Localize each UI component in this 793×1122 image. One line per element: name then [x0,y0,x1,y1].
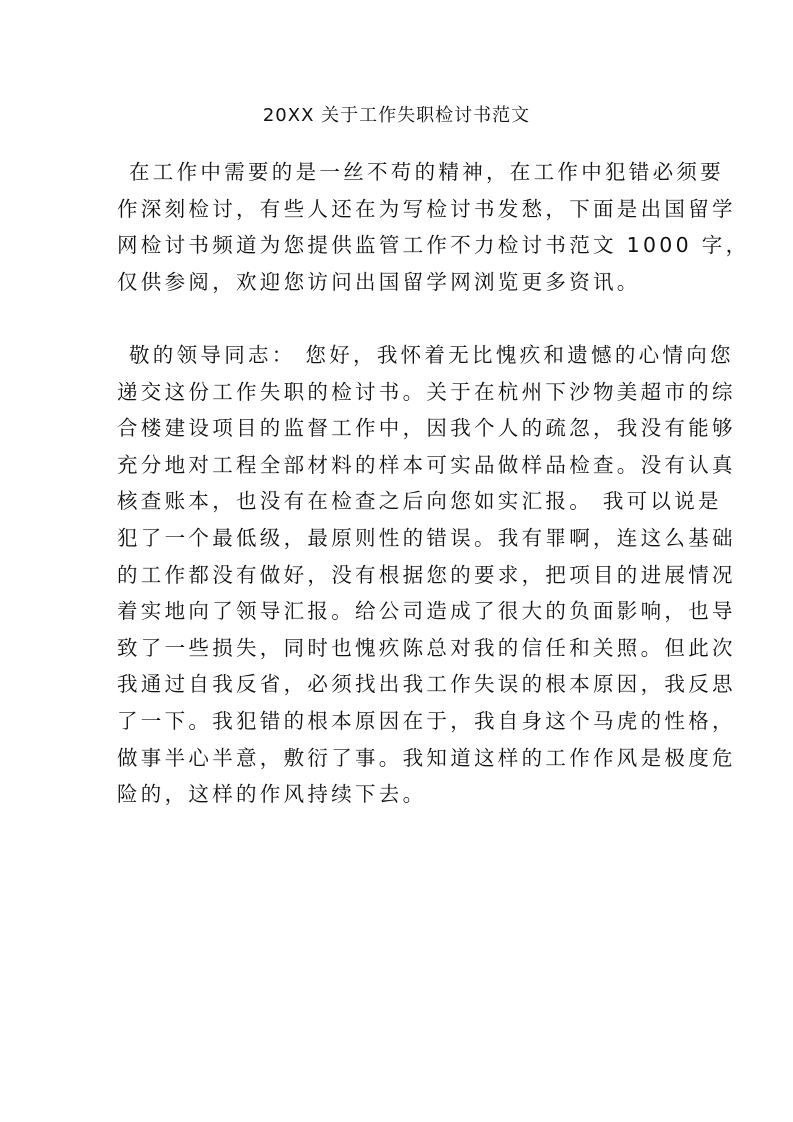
text-line: 的工作都没有做好，没有根据您的要求，把项目的进展情况 [117,562,736,587]
text-line: 着实地向了领导汇报。给公司造成了很大的负面影响，也导 [117,599,736,624]
text-line: 网检讨书频道为您提供监管工作不力检讨书范文 1000 字， [117,233,750,258]
text-line: 犯了一个最低级，最原则性的错误。我有罪啊，连这么基础 [117,525,736,550]
letter-body-paragraph [117,337,736,813]
text-line: 我通过自我反省，必须找出我工作失误的根本原因，我反思 [117,672,736,697]
text-line: 递交这份工作失职的检讨书。关于在杭州下沙物美超市的综 [117,379,736,404]
text-line: 险的，这样的作风持续下去。 [117,782,427,807]
text-line: 合楼建设项目的监督工作中，因我个人的疏忽，我没有能够 [117,416,736,441]
text-line: 仅供参阅，欢迎您访问出国留学网浏览更多资讯。 [117,269,641,294]
text-line: 作深刻检讨，有些人还在为写检讨书发愁，下面是出国留学 [117,196,736,221]
document-title: 20XX 关于工作失职检讨书范文 [262,105,531,126]
text-line: 做事半心半意，敷衍了事。我知道这样的工作作风是极度危 [117,745,736,770]
text-line: 在工作中需要的是一丝不苟的精神，在工作中犯错必须要 [129,160,724,184]
text-line: 了一下。我犯错的根本原因在于，我自身这个马虎的性格， [117,708,736,733]
text-line: 充分地对工程全部材料的样本可实品做样品检查。没有认真 [117,452,736,477]
text-line: 核查账本，也没有在检查之后向您如实汇报。 我可以说是 [117,489,722,514]
intro-paragraph [117,154,750,300]
text-line: 致了一些损失，同时也愧疚陈总对我的信任和关照。但此次 [117,635,736,660]
text-line: 敬的领导同志： 您好，我怀着无比愧疚和遗憾的心情向您 [129,343,734,367]
